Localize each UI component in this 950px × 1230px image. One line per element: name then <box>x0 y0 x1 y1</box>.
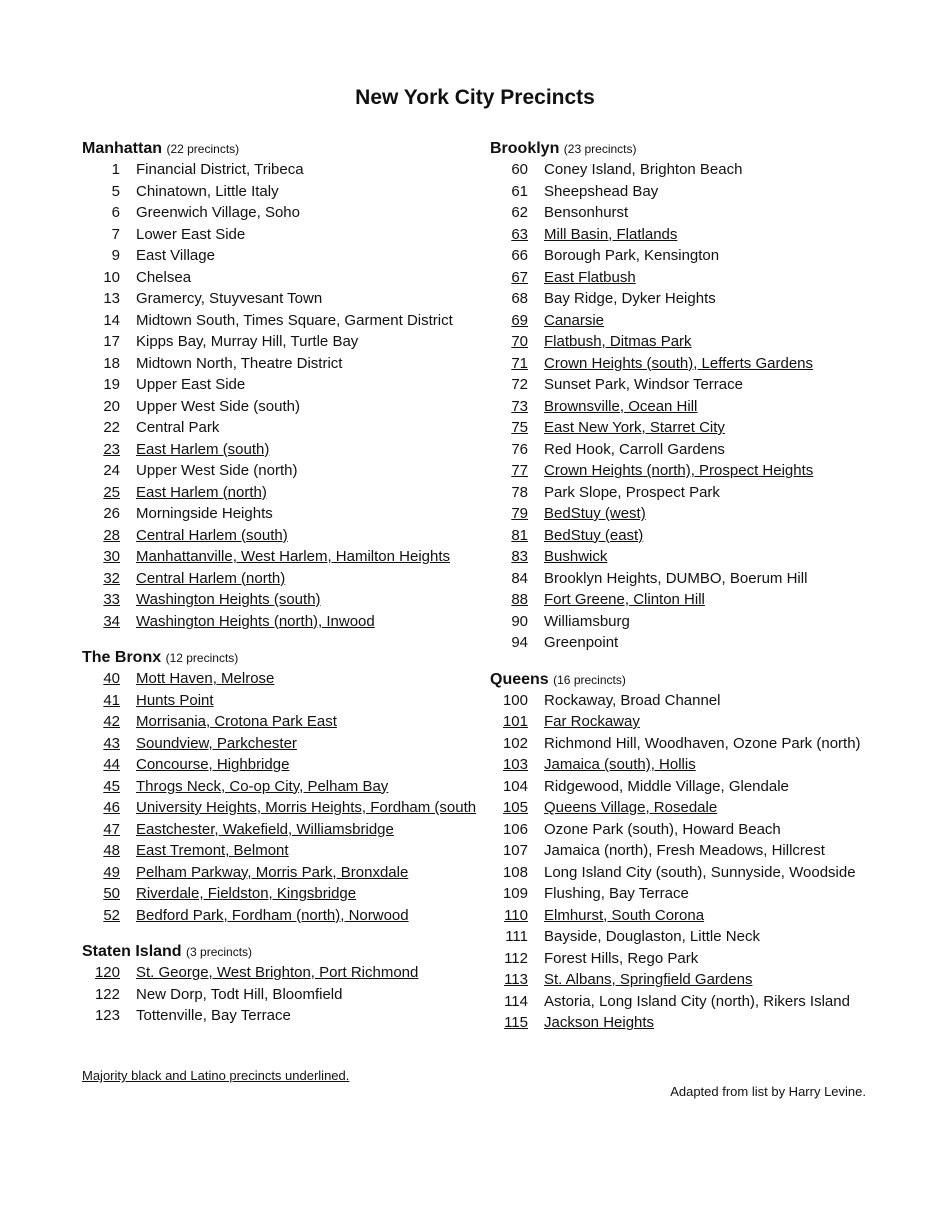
precinct-number: 72 <box>511 376 528 393</box>
borough-name: Brooklyn <box>490 140 560 157</box>
precinct-row <box>490 331 910 353</box>
precinct-row <box>82 181 502 203</box>
precinct-number: 18 <box>103 354 120 372</box>
precinct-neighborhoods: University Heights, Morris Heights, Fordham (south <box>136 799 477 816</box>
precinct-row <box>490 224 910 246</box>
precinct-neighborhoods: Jamaica (south), Hollis <box>544 756 696 773</box>
precinct-number: 24 <box>103 462 120 479</box>
precinct-neighborhoods: Financial District, Tribeca <box>136 161 304 178</box>
precinct-neighborhoods: Upper West Side (south) <box>136 397 300 415</box>
footnote: Majority black and Latino precincts underlined. <box>82 1068 350 1083</box>
precinct-number: 45 <box>103 777 120 795</box>
precinct-neighborhoods: Central Park <box>136 419 220 436</box>
precinct-number: 25 <box>103 483 120 501</box>
precinct-row <box>82 417 502 439</box>
borough-section-brooklyn <box>490 138 910 654</box>
precinct-row <box>82 482 502 504</box>
precinct-neighborhoods: Red Hook, Carroll Gardens <box>544 440 725 458</box>
precinct-number: 112 <box>504 949 528 967</box>
precinct-row <box>490 245 910 267</box>
precinct-row <box>82 589 502 611</box>
precinct-number: 44 <box>103 756 120 773</box>
precinct-number: 48 <box>103 842 120 859</box>
precinct-neighborhoods: Concourse, Highbridge <box>136 756 290 773</box>
precinct-row <box>82 245 502 267</box>
precinct-row <box>82 288 502 310</box>
precinct-row <box>82 690 502 712</box>
precinct-row <box>490 267 910 289</box>
precinct-neighborhoods: Flatbush, Ditmas Park <box>544 333 692 350</box>
precinct-number: 88 <box>511 591 528 608</box>
precinct-number: 106 <box>502 820 528 838</box>
precinct-number: 50 <box>103 885 120 902</box>
precinct-number: 122 <box>94 985 120 1003</box>
borough-section-queens <box>490 669 910 1034</box>
precinct-neighborhoods: Sheepshead Bay <box>544 182 659 200</box>
precinct-neighborhoods: Pelham Parkway, Morris Park, Bronxdale <box>136 863 409 881</box>
precinct-number: 41 <box>103 691 120 709</box>
precinct-neighborhoods: Rockaway, Broad Channel <box>544 691 721 709</box>
precinct-row <box>82 862 502 884</box>
precinct-number: 78 <box>511 483 528 501</box>
precinct-row <box>490 754 910 776</box>
precinct-row <box>82 776 502 798</box>
precinct-row <box>490 460 910 482</box>
precinct-number: 40 <box>103 670 120 687</box>
precinct-number: 101 <box>502 713 528 730</box>
precinct-row <box>490 525 910 547</box>
precinct-row <box>490 159 910 181</box>
precinct-row <box>490 439 910 461</box>
precinct-number: 105 <box>502 799 528 816</box>
precinct-neighborhoods: Richmond Hill, Woodhaven, Ozone Park (north) <box>544 734 861 752</box>
precinct-neighborhoods: Forest Hills, Rego Park <box>544 949 699 967</box>
precinct-number: 94 <box>511 634 528 651</box>
precinct-neighborhoods: Kipps Bay, Murray Hill, Turtle Bay <box>136 333 359 350</box>
precinct-row <box>490 969 910 991</box>
precinct-neighborhoods: New Dorp, Todt Hill, Bloomfield <box>136 985 343 1003</box>
precinct-row <box>82 1005 502 1027</box>
precinct-row <box>490 905 910 927</box>
precinct-neighborhoods: Coney Island, Brighton Beach <box>544 161 743 178</box>
precinct-row <box>82 819 502 841</box>
precinct-number: 7 <box>111 225 120 243</box>
precinct-neighborhoods: East New York, Starret City <box>544 419 725 436</box>
precinct-count: (23 precincts) <box>563 142 637 156</box>
precinct-number: 79 <box>511 505 528 522</box>
precinct-number: 81 <box>511 526 528 544</box>
precinct-neighborhoods: Tottenville, Bay Terrace <box>136 1007 291 1024</box>
precinct-number: 49 <box>103 863 120 881</box>
precinct-row <box>82 353 502 375</box>
precinct-number: 66 <box>511 247 528 264</box>
precinct-row <box>82 568 502 590</box>
precinct-number: 26 <box>103 505 120 522</box>
precinct-number: 103 <box>502 756 528 773</box>
precinct-row <box>82 962 502 984</box>
precinct-row <box>490 374 910 396</box>
precinct-neighborhoods: Central Harlem (south) <box>136 526 288 544</box>
precinct-number: 17 <box>103 333 120 350</box>
precinct-neighborhoods: Ridgewood, Middle Village, Glendale <box>544 777 789 795</box>
precinct-neighborhoods: Williamsburg <box>544 612 630 630</box>
precinct-neighborhoods: Fort Greene, Clinton Hill <box>544 591 705 608</box>
precinct-row <box>82 754 502 776</box>
precinct-neighborhoods: Bushwick <box>544 548 608 565</box>
precinct-neighborhoods: Greenwich Village, Soho <box>136 204 300 221</box>
precinct-neighborhoods: Sunset Park, Windsor Terrace <box>544 376 743 393</box>
precinct-row <box>82 905 502 927</box>
precinct-row <box>490 589 910 611</box>
precinct-number: 75 <box>511 419 528 436</box>
precinct-row <box>82 224 502 246</box>
precinct-neighborhoods: Throgs Neck, Co-op City, Pelham Bay <box>136 777 389 795</box>
precinct-neighborhoods: Washington Heights (south) <box>136 591 321 608</box>
precinct-row <box>82 984 502 1006</box>
precinct-number: 84 <box>511 569 528 587</box>
precinct-row <box>490 396 910 418</box>
precinct-number: 28 <box>103 526 120 544</box>
precinct-number: 6 <box>111 204 120 221</box>
precinct-neighborhoods: Upper East Side <box>136 376 246 393</box>
precinct-neighborhoods: St. George, West Brighton, Port Richmond <box>136 964 419 981</box>
precinct-number: 67 <box>511 268 528 286</box>
precinct-row <box>82 840 502 862</box>
precinct-neighborhoods: Jackson Heights <box>544 1014 655 1031</box>
precinct-row <box>82 396 502 418</box>
precinct-neighborhoods: Borough Park, Kensington <box>544 247 720 264</box>
precinct-number: 71 <box>511 354 528 372</box>
precinct-number: 19 <box>103 376 120 393</box>
precinct-neighborhoods: Morningside Heights <box>136 505 273 522</box>
precinct-count: (22 precincts) <box>166 142 240 156</box>
precinct-neighborhoods: Jamaica (north), Fresh Meadows, Hillcrest <box>544 842 825 859</box>
precinct-row <box>490 690 910 712</box>
precinct-number: 34 <box>103 612 120 630</box>
left-column <box>82 138 502 1042</box>
precinct-number: 70 <box>511 333 528 350</box>
precinct-number: 68 <box>511 290 528 307</box>
precinct-neighborhoods: Queens Village, Rosedale <box>544 799 718 816</box>
precinct-row <box>490 503 910 525</box>
precinct-neighborhoods: Midtown North, Theatre District <box>136 354 343 372</box>
borough-header <box>82 647 502 668</box>
precinct-number: 77 <box>511 462 528 479</box>
borough-section-the-bronx <box>82 647 502 926</box>
precinct-neighborhoods: Long Island City (south), Sunnyside, Woodside <box>544 863 856 881</box>
precinct-neighborhoods: East Tremont, Belmont <box>136 842 289 859</box>
precinct-number: 115 <box>504 1014 528 1031</box>
precinct-row <box>82 202 502 224</box>
precinct-number: 76 <box>511 440 528 458</box>
precinct-row <box>490 1012 910 1034</box>
precinct-neighborhoods: Soundview, Parkchester <box>136 734 297 752</box>
precinct-neighborhoods: Chinatown, Little Italy <box>136 182 279 200</box>
precinct-row <box>82 797 502 819</box>
precinct-row <box>82 546 502 568</box>
precinct-neighborhoods: Gramercy, Stuyvesant Town <box>136 290 323 307</box>
precinct-number: 114 <box>504 992 528 1010</box>
precinct-neighborhoods: Crown Heights (south), Lefferts Gardens <box>544 354 814 372</box>
precinct-neighborhoods: Far Rockaway <box>544 713 640 730</box>
precinct-number: 63 <box>511 225 528 243</box>
precinct-row <box>490 632 910 654</box>
precinct-number: 20 <box>103 397 120 415</box>
precinct-number: 61 <box>511 182 528 200</box>
precinct-number: 100 <box>502 691 528 709</box>
precinct-row <box>490 819 910 841</box>
borough-header <box>82 941 502 962</box>
precinct-neighborhoods: Manhattanville, West Harlem, Hamilton Heights <box>136 548 451 565</box>
precinct-number: 14 <box>103 311 120 329</box>
precinct-number: 113 <box>504 971 528 988</box>
precinct-neighborhoods: Greenpoint <box>544 634 619 651</box>
precinct-row <box>490 733 910 755</box>
precinct-row <box>82 460 502 482</box>
precinct-row <box>490 611 910 633</box>
precinct-number: 73 <box>511 397 528 415</box>
precinct-number: 13 <box>103 290 120 307</box>
precinct-row <box>490 546 910 568</box>
precinct-number: 60 <box>511 161 528 178</box>
precinct-neighborhoods: Ozone Park (south), Howard Beach <box>544 820 781 838</box>
precinct-number: 32 <box>103 569 120 587</box>
precinct-row <box>490 883 910 905</box>
precinct-row <box>82 711 502 733</box>
precinct-number: 22 <box>103 419 120 436</box>
precinct-number: 107 <box>502 842 528 859</box>
precinct-number: 108 <box>502 863 528 881</box>
borough-name: Manhattan <box>82 140 162 157</box>
precinct-neighborhoods: Central Harlem (north) <box>136 569 286 587</box>
precinct-neighborhoods: Flushing, Bay Terrace <box>544 885 689 902</box>
precinct-neighborhoods: BedStuy (west) <box>544 505 646 522</box>
precinct-number: 42 <box>103 713 120 730</box>
precinct-number: 30 <box>103 548 120 565</box>
precinct-row <box>490 310 910 332</box>
precinct-number: 90 <box>511 612 528 630</box>
precinct-number: 83 <box>511 548 528 565</box>
precinct-number: 5 <box>111 182 120 200</box>
precinct-neighborhoods: Riverdale, Fieldston, Kingsbridge <box>136 885 357 902</box>
precinct-neighborhoods: Bedford Park, Fordham (north), Norwood <box>136 906 409 924</box>
precinct-row <box>82 159 502 181</box>
precinct-neighborhoods: Bayside, Douglaston, Little Neck <box>544 928 760 945</box>
precinct-number: 123 <box>94 1007 120 1024</box>
precinct-row <box>82 374 502 396</box>
precinct-row <box>490 202 910 224</box>
precinct-number: 10 <box>103 268 120 286</box>
precinct-number: 43 <box>103 734 120 752</box>
precinct-row <box>82 883 502 905</box>
precinct-neighborhoods: Eastchester, Wakefield, Williamsbridge <box>136 820 394 838</box>
borough-name: Staten Island <box>82 943 182 960</box>
precinct-neighborhoods: Mott Haven, Melrose <box>136 670 275 687</box>
precinct-neighborhoods: St. Albans, Springfield Gardens <box>544 971 753 988</box>
precinct-row <box>490 840 910 862</box>
precinct-neighborhoods: Crown Heights (north), Prospect Heights <box>544 462 814 479</box>
precinct-row <box>490 776 910 798</box>
precinct-number: 109 <box>502 885 528 902</box>
precinct-row <box>82 733 502 755</box>
precinct-number: 110 <box>504 906 528 924</box>
precinct-number: 52 <box>103 906 120 924</box>
precinct-number: 9 <box>111 247 120 264</box>
precinct-count: (12 precincts) <box>165 651 239 665</box>
borough-header <box>82 138 502 159</box>
precinct-row <box>490 991 910 1013</box>
precinct-number: 69 <box>511 311 528 329</box>
precinct-number: 102 <box>502 734 528 752</box>
borough-header <box>490 669 910 690</box>
precinct-neighborhoods: East Harlem (south) <box>136 440 270 458</box>
precinct-number: 47 <box>103 820 120 838</box>
precinct-number: 46 <box>103 799 120 816</box>
precinct-row <box>490 711 910 733</box>
precinct-number: 23 <box>103 440 120 458</box>
precinct-neighborhoods: Midtown South, Times Square, Garment District <box>136 311 453 329</box>
precinct-row <box>82 611 502 633</box>
borough-section-staten-island <box>82 941 502 1027</box>
page-title: New York City Precincts <box>355 86 595 109</box>
precinct-count: (3 precincts) <box>186 945 253 959</box>
precinct-neighborhoods: Lower East Side <box>136 225 246 243</box>
precinct-neighborhoods: Mill Basin, Flatlands <box>544 225 678 243</box>
borough-name: The Bronx <box>82 649 162 666</box>
precinct-number: 33 <box>103 591 120 608</box>
precinct-row <box>490 926 910 948</box>
precinct-row <box>490 353 910 375</box>
borough-section-manhattan <box>82 138 502 632</box>
precinct-number: 62 <box>511 204 528 221</box>
precinct-number: 104 <box>502 777 528 795</box>
precinct-row <box>490 862 910 884</box>
precinct-neighborhoods: Washington Heights (north), Inwood <box>136 612 375 630</box>
precinct-neighborhoods: BedStuy (east) <box>544 526 644 544</box>
precinct-neighborhoods: Park Slope, Prospect Park <box>544 483 720 501</box>
precinct-number: 1 <box>111 161 120 178</box>
precinct-row <box>490 568 910 590</box>
precinct-neighborhoods: East Village <box>136 247 215 264</box>
precinct-row <box>82 668 502 690</box>
precinct-neighborhoods: Astoria, Long Island City (north), Rikers Island <box>544 992 850 1010</box>
precinct-neighborhoods: Chelsea <box>136 268 192 286</box>
precinct-neighborhoods: Elmhurst, South Corona <box>544 906 705 924</box>
precinct-row <box>490 417 910 439</box>
precinct-row <box>490 948 910 970</box>
precinct-neighborhoods: Canarsie <box>544 311 605 329</box>
precinct-count: (16 precincts) <box>553 672 626 687</box>
precinct-row <box>490 181 910 203</box>
precinct-neighborhoods: Brooklyn Heights, DUMBO, Boerum Hill <box>544 569 808 587</box>
precinct-row <box>82 267 502 289</box>
precinct-neighborhoods: East Flatbush <box>544 268 636 286</box>
precinct-neighborhoods: Bensonhurst <box>544 204 629 221</box>
borough-header <box>490 138 910 159</box>
precinct-neighborhoods: Brownsville, Ocean Hill <box>544 397 698 415</box>
precinct-neighborhoods: Hunts Point <box>136 691 214 709</box>
precinct-row <box>82 525 502 547</box>
credit-line: Adapted from list by Harry Levine. <box>670 1084 866 1099</box>
precinct-row <box>490 288 910 310</box>
precinct-row <box>490 482 910 504</box>
precinct-row <box>490 797 910 819</box>
precinct-neighborhoods: Bay Ridge, Dyker Heights <box>544 290 716 307</box>
precinct-row <box>82 503 502 525</box>
precinct-neighborhoods: East Harlem (north) <box>136 483 267 501</box>
right-column <box>490 138 910 1049</box>
precinct-row <box>82 310 502 332</box>
borough-name: Queens <box>490 670 549 688</box>
precinct-number: 120 <box>94 964 120 981</box>
precinct-neighborhoods: Morrisania, Crotona Park East <box>136 713 337 730</box>
precinct-neighborhoods: Upper West Side (north) <box>136 462 298 479</box>
precinct-row <box>82 331 502 353</box>
precinct-number: 111 <box>505 928 528 945</box>
precinct-row <box>82 439 502 461</box>
